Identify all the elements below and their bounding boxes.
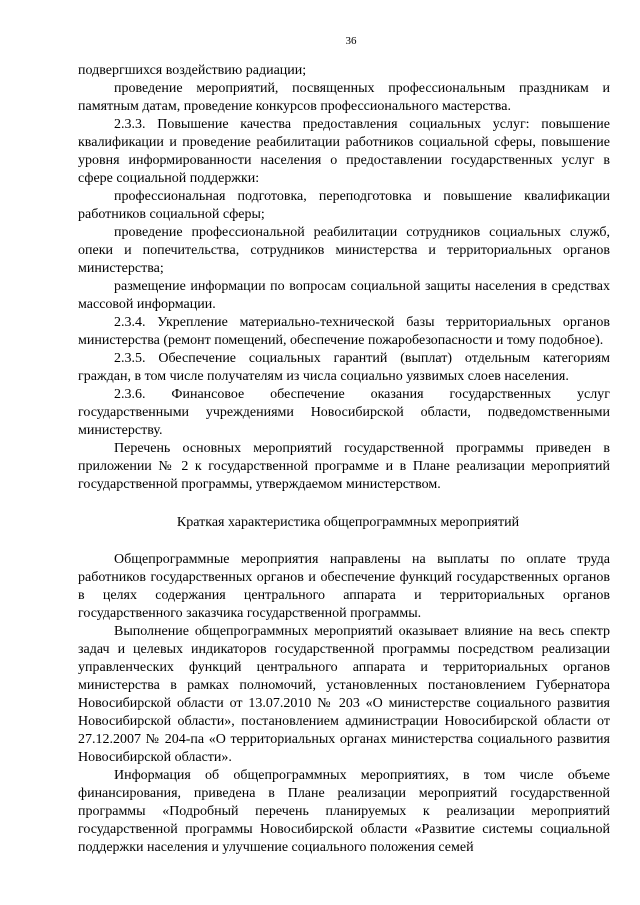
page-number: 36	[345, 35, 357, 47]
paragraph: 2.3.3. Повышение качества предоставления социальных услуг: повышение квалификации и проведение реабилитации работников социальной сферы, повышение уровня информированности населения о предоставлении государственных услуг в сфере социальной поддержки:	[78, 117, 610, 186]
paragraph: проведение мероприятий, посвященных профессиональным праздникам и памятным датам, проведение конкурсов профессионального мастерства.	[78, 81, 610, 114]
paragraph: 2.3.6. Финансовое обеспечение оказания государственных услуг государственными учреждениями Новосибирской области, подведомственными министерству.	[78, 387, 610, 438]
paragraph: Общепрограммные мероприятия направлены на выплаты по оплате труда работников государственных органов и обеспечение функций государственных органов в целях содержания центрального аппарата и территориальных органов государственного заказчика государственной программы.	[78, 552, 610, 621]
paragraph: Выполнение общепрограммных мероприятий оказывает влияние на весь спектр задач и целевых индикаторов государственной программы посредством реализации управленческих функций центрального аппарата и территориальных органов министерства в рамках полномочий, установленных постановлением Губернатора Новосибирской области от 13.07.2010 № 203 «О министерстве социального развития Новосибирской области», постановлением администрации Новосибирской области от 27.12.2007 № 204-па «О территориальных органах министерства социального развития Новосибирской области».	[78, 624, 610, 765]
paragraph: профессиональная подготовка, переподготовка и повышение квалификации работников социальной сферы;	[78, 189, 610, 222]
paragraph: проведение профессиональной реабилитации сотрудников социальных служб, опеки и попечительства, сотрудников министерства и территориальных органов министерства;	[78, 225, 610, 276]
paragraph: Перечень основных мероприятий государственной программы приведен в приложении № 2 к государственной программе и в Плане реализации мероприятий государственной программы, утверждаемом министерством.	[78, 441, 610, 492]
paragraph: подвергшихся воздействию радиации;	[78, 63, 307, 78]
section-heading: Краткая характеристика общепрограммных мероприятий	[176, 515, 520, 530]
paragraph: 2.3.4. Укрепление материально-технической базы территориальных органов министерства (ремонт помещений, обеспечение пожаробезопасности и тому подобное).	[78, 315, 610, 348]
paragraph: 2.3.5. Обеспечение социальных гарантий (выплат) отдельным категориям граждан, в том числе получателям из числа социально уязвимых слоев населения.	[78, 351, 610, 384]
paragraph: Информация об общепрограммных мероприятиях, в том числе объеме финансирования, приведена в Плане реализации мероприятий государственной программы «Подробный перечень планируемых к реализации мероприятий государственной программы Новосибирской области «Развитие системы социальной поддержки населения и улучшение социального положения семей	[78, 768, 610, 855]
paragraph: размещение информации по вопросам социальной защиты населения в средствах массовой информации.	[78, 279, 610, 312]
